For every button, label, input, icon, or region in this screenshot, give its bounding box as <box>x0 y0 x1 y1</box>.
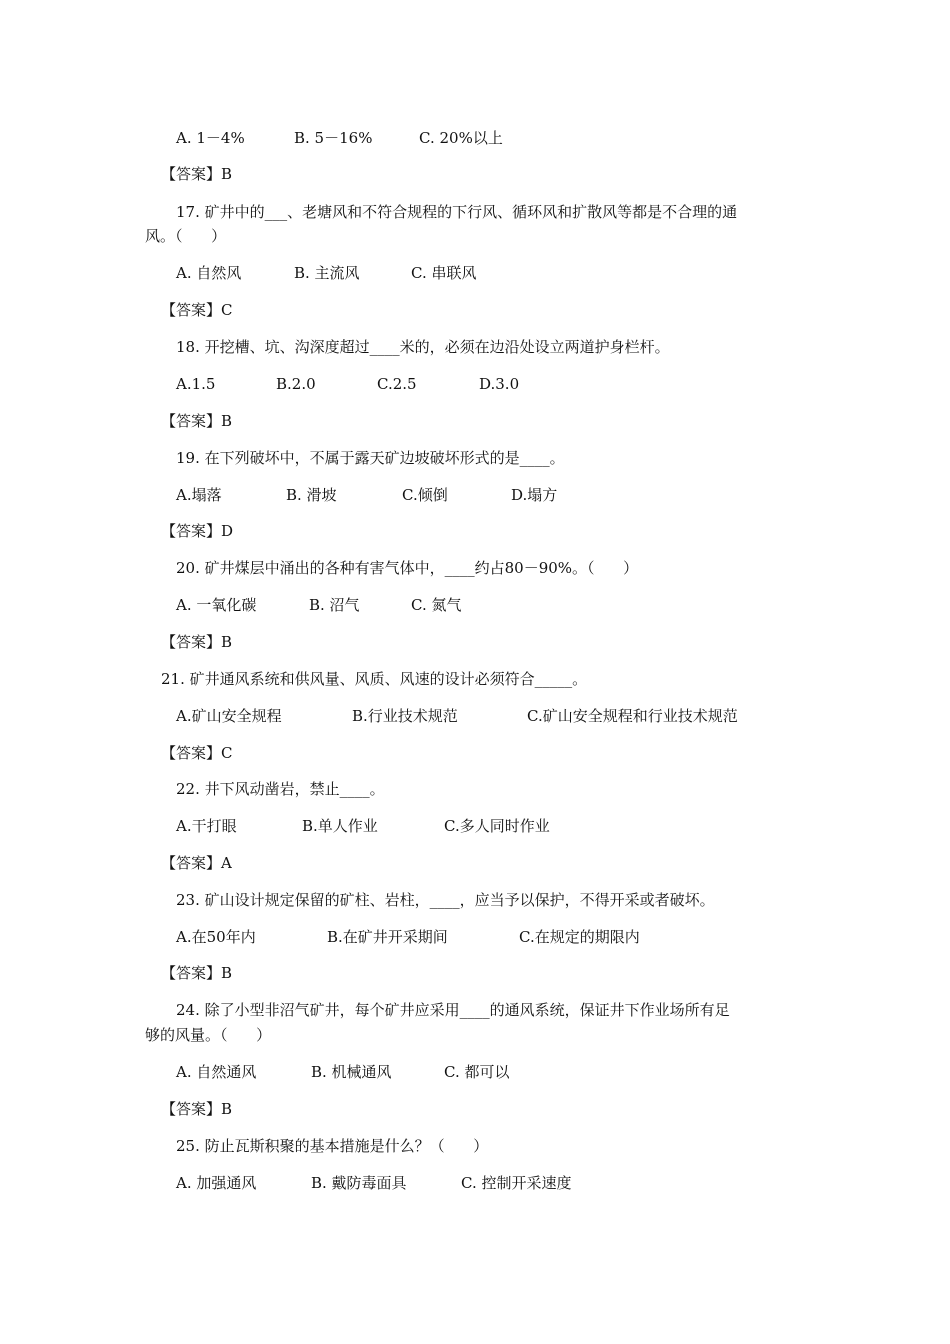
option-19-b: B. 滑坡 <box>286 486 337 504</box>
answer-23: 【答案】B <box>161 964 233 982</box>
question-22: 22. 井下风动凿岩，禁止____。 <box>176 780 385 798</box>
question-17-line2: 风。（ ） <box>145 227 227 245</box>
question-20: 20. 矿井煤层中涌出的各种有害气体中，____约占80－90%。（ ） <box>176 559 639 577</box>
option-17-a: A. 自然风 <box>176 264 242 282</box>
answer-22: 【答案】A <box>161 854 232 872</box>
option-23-a: A.在50年内 <box>176 928 256 946</box>
option-16-b: B. 5－16% <box>294 129 373 147</box>
question-24-line2: 够的风量。（ ） <box>145 1026 272 1044</box>
question-18: 18. 开挖槽、坑、沟深度超过____米的，必须在边沿处设立两道护身栏杆。 <box>176 338 670 356</box>
answer-19: 【答案】D <box>161 522 234 540</box>
question-24-line1: 24. 除了小型非沼气矿井，每个矿井应采用____的通风系统，保证井下作业场所有足 <box>176 1001 730 1019</box>
option-25-a: A. 加强通风 <box>176 1174 257 1192</box>
option-20-c: C. 氮气 <box>411 596 462 614</box>
option-24-b: B. 机械通风 <box>311 1063 392 1081</box>
option-23-c: C.在规定的期限内 <box>519 928 640 946</box>
option-16-a: A. 1－4% <box>176 129 245 147</box>
option-22-c: C.多人同时作业 <box>444 817 550 835</box>
option-24-c: C. 都可以 <box>444 1063 510 1081</box>
option-17-c: C. 串联风 <box>411 264 477 282</box>
question-21: 21. 矿井通风系统和供风量、风质、风速的设计必须符合_____。 <box>161 670 588 688</box>
option-22-b: B.单人作业 <box>302 817 378 835</box>
option-25-c: C. 控制开采速度 <box>461 1174 572 1192</box>
answer-24: 【答案】B <box>161 1100 233 1118</box>
option-22-a: A.干打眼 <box>176 817 237 835</box>
option-21-b: B.行业技术规范 <box>352 707 458 725</box>
option-19-a: A.塌落 <box>176 486 222 504</box>
option-21-a: A.矿山安全规程 <box>176 707 282 725</box>
option-24-a: A. 自然通风 <box>176 1063 257 1081</box>
option-19-c: C.倾倒 <box>402 486 448 504</box>
option-23-b: B.在矿井开采期间 <box>327 928 448 946</box>
answer-21: 【答案】C <box>161 744 233 762</box>
question-25: 25. 防止瓦斯积聚的基本措施是什么？（ ） <box>176 1137 489 1155</box>
option-19-d: D.塌方 <box>511 486 558 504</box>
option-18-d: D.3.0 <box>479 375 520 393</box>
option-16-c: C. 20%以上 <box>419 129 503 147</box>
option-20-a: A. 一氧化碳 <box>176 596 257 614</box>
answer-20: 【答案】B <box>161 633 233 651</box>
option-25-b: B. 戴防毒面具 <box>311 1174 407 1192</box>
option-20-b: B. 沼气 <box>309 596 360 614</box>
option-18-b: B.2.0 <box>276 375 316 393</box>
question-17-line1: 17. 矿井中的___、老塘风和不符合规程的下行风、循环风和扩散风等都是不合理的通 <box>176 203 738 221</box>
question-19: 19. 在下列破坏中，不属于露天矿边坡破坏形式的是____。 <box>176 449 565 467</box>
option-21-c: C.矿山安全规程和行业技术规范 <box>527 707 738 725</box>
option-18-c: C.2.5 <box>377 375 417 393</box>
answer-18: 【答案】B <box>161 412 233 430</box>
option-17-b: B. 主流风 <box>294 264 360 282</box>
question-23: 23. 矿山设计规定保留的矿柱、岩柱，____，应当予以保护，不得开采或者破坏。 <box>176 891 715 909</box>
answer-17: 【答案】C <box>161 301 233 319</box>
option-18-a: A.1.5 <box>176 375 216 393</box>
answer-16: 【答案】B <box>161 165 233 183</box>
